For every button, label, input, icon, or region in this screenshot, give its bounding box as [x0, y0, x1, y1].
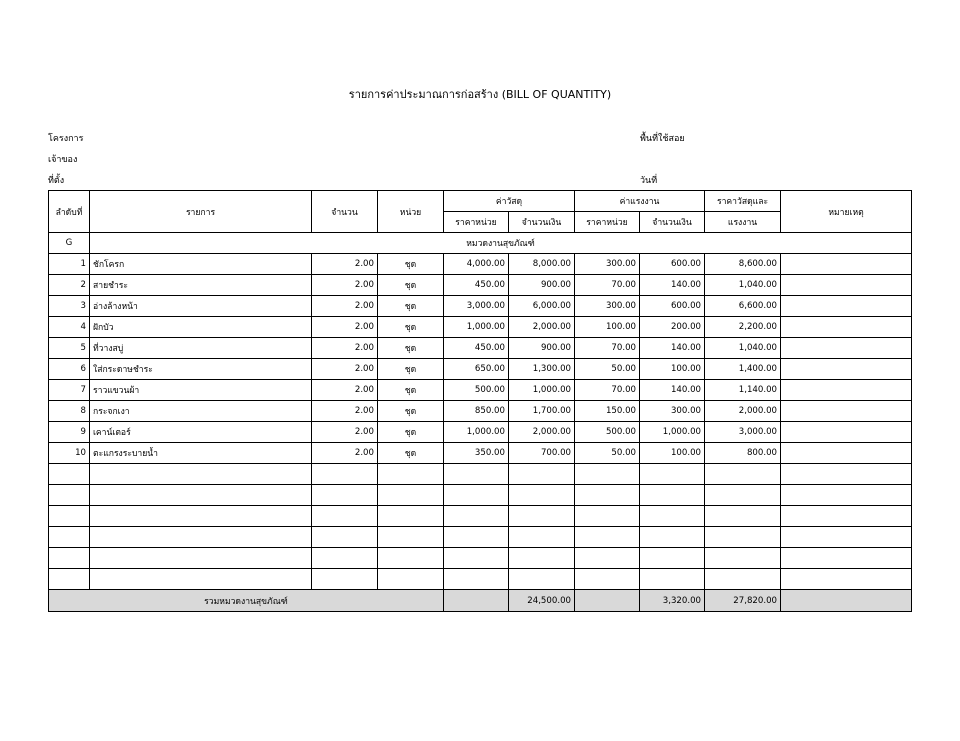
row-material-amount: 700.00	[509, 443, 575, 464]
row-material-amount: 900.00	[509, 338, 575, 359]
owner-label: เจ้าของ	[48, 155, 78, 165]
row-remark	[781, 359, 912, 380]
row-unit	[378, 569, 444, 590]
row-qty: 2.00	[312, 422, 378, 443]
row-no: 7	[49, 380, 90, 401]
row-material-unit-price: 450.00	[444, 275, 509, 296]
row-material-amount	[509, 527, 575, 548]
row-total	[705, 569, 781, 590]
row-material-unit-price: 350.00	[444, 443, 509, 464]
row-unit: ชุด	[378, 275, 444, 296]
row-material-unit-price: 4,000.00	[444, 254, 509, 275]
row-item	[90, 548, 312, 569]
row-total: 1,040.00	[705, 275, 781, 296]
row-unit: ชุด	[378, 380, 444, 401]
row-item: อ่างล้างหน้า	[90, 296, 312, 317]
row-labor-unit-price: 300.00	[575, 296, 640, 317]
row-labor-amount: 100.00	[640, 359, 705, 380]
bill-of-quantity-table	[48, 190, 912, 612]
row-item	[90, 569, 312, 590]
row-unit: ชุด	[378, 401, 444, 422]
row-total: 1,040.00	[705, 338, 781, 359]
row-item	[90, 527, 312, 548]
row-remark	[781, 443, 912, 464]
row-material-unit-price: 1,000.00	[444, 422, 509, 443]
row-labor-unit-price: 70.00	[575, 338, 640, 359]
total-row	[49, 590, 912, 612]
row-qty	[312, 464, 378, 485]
row-total	[705, 464, 781, 485]
row-no	[49, 527, 90, 548]
row-unit	[378, 464, 444, 485]
row-labor-unit-price: 150.00	[575, 401, 640, 422]
row-qty: 2.00	[312, 359, 378, 380]
project-label: โครงการ	[48, 134, 84, 144]
row-qty	[312, 548, 378, 569]
row-labor-amount	[640, 464, 705, 485]
row-no: 2	[49, 275, 90, 296]
row-unit	[378, 485, 444, 506]
row-qty	[312, 527, 378, 548]
total-material: 24,500.00	[509, 590, 575, 612]
row-no: 4	[49, 317, 90, 338]
row-labor-amount	[640, 548, 705, 569]
row-labor-unit-price	[575, 548, 640, 569]
row-total	[705, 548, 781, 569]
section-row	[49, 233, 912, 254]
row-labor-unit-price	[575, 527, 640, 548]
row-material-unit-price	[444, 485, 509, 506]
row-material-amount: 2,000.00	[509, 422, 575, 443]
header-material-unit-price: ราคาหน่วย	[444, 212, 509, 233]
row-material-unit-price	[444, 527, 509, 548]
row-labor-amount: 140.00	[640, 380, 705, 401]
row-total: 3,000.00	[705, 422, 781, 443]
row-material-amount: 8,000.00	[509, 254, 575, 275]
row-unit: ชุด	[378, 338, 444, 359]
row-labor-unit-price: 300.00	[575, 254, 640, 275]
table-row	[49, 380, 912, 401]
row-item	[90, 464, 312, 485]
table-row	[49, 275, 912, 296]
row-remark	[781, 338, 912, 359]
row-item: ที่วางสบู่	[90, 338, 312, 359]
header-no: ลำดับที่	[49, 191, 90, 233]
row-no: 9	[49, 422, 90, 443]
row-item: ใส่กระดาษชำระ	[90, 359, 312, 380]
header-remark: หมายเหตุ	[781, 191, 912, 233]
row-total: 1,400.00	[705, 359, 781, 380]
row-qty	[312, 506, 378, 527]
row-material-amount: 6,000.00	[509, 296, 575, 317]
row-unit: ชุด	[378, 317, 444, 338]
row-material-amount	[509, 485, 575, 506]
row-item: ตะแกรงระบายน้ำ	[90, 443, 312, 464]
row-total: 1,140.00	[705, 380, 781, 401]
row-qty: 2.00	[312, 380, 378, 401]
header-total-line2: แรงงาน	[705, 212, 781, 233]
row-item: กระจกเงา	[90, 401, 312, 422]
row-material-unit-price: 3,000.00	[444, 296, 509, 317]
row-material-unit-price	[444, 548, 509, 569]
location-label: ที่ตั้ง	[48, 176, 65, 186]
header-total-line1: ราคาวัสดุและ	[705, 191, 781, 212]
total-labor-blank	[575, 590, 640, 612]
row-labor-unit-price: 50.00	[575, 359, 640, 380]
row-item: ฝักบัว	[90, 317, 312, 338]
row-material-unit-price	[444, 506, 509, 527]
row-remark	[781, 254, 912, 275]
table-row	[49, 569, 912, 590]
row-remark	[781, 380, 912, 401]
header-qty: จำนวน	[312, 191, 378, 233]
row-remark	[781, 275, 912, 296]
row-item	[90, 485, 312, 506]
row-qty	[312, 569, 378, 590]
row-unit: ชุด	[378, 254, 444, 275]
row-labor-amount: 100.00	[640, 443, 705, 464]
row-unit	[378, 548, 444, 569]
table-row	[49, 527, 912, 548]
row-qty	[312, 485, 378, 506]
row-qty: 2.00	[312, 296, 378, 317]
row-labor-amount: 600.00	[640, 296, 705, 317]
row-material-amount: 1,300.00	[509, 359, 575, 380]
header-item: รายการ	[90, 191, 312, 233]
row-no: 10	[49, 443, 90, 464]
area-label: พื้นที่ใช้สอย	[640, 134, 685, 144]
row-remark	[781, 506, 912, 527]
row-remark	[781, 485, 912, 506]
row-labor-unit-price	[575, 464, 640, 485]
row-labor-amount	[640, 506, 705, 527]
row-qty: 2.00	[312, 338, 378, 359]
header-labor-amount: จำนวนเงิน	[640, 212, 705, 233]
row-labor-unit-price: 500.00	[575, 422, 640, 443]
row-material-amount: 1,000.00	[509, 380, 575, 401]
row-total: 800.00	[705, 443, 781, 464]
row-labor-amount: 600.00	[640, 254, 705, 275]
total-remark-blank	[781, 590, 912, 612]
row-material-unit-price: 650.00	[444, 359, 509, 380]
table-row	[49, 296, 912, 317]
table-row	[49, 401, 912, 422]
row-unit: ชุด	[378, 359, 444, 380]
row-qty: 2.00	[312, 275, 378, 296]
table-row	[49, 359, 912, 380]
row-remark	[781, 548, 912, 569]
row-material-unit-price: 500.00	[444, 380, 509, 401]
table-row	[49, 464, 912, 485]
row-material-unit-price: 450.00	[444, 338, 509, 359]
row-no: 8	[49, 401, 90, 422]
row-unit: ชุด	[378, 422, 444, 443]
total-grand: 27,820.00	[705, 590, 781, 612]
header-material-amount: จำนวนเงิน	[509, 212, 575, 233]
row-no: 3	[49, 296, 90, 317]
row-material-unit-price: 1,000.00	[444, 317, 509, 338]
table-row	[49, 317, 912, 338]
row-labor-unit-price: 50.00	[575, 443, 640, 464]
row-unit	[378, 506, 444, 527]
row-total	[705, 506, 781, 527]
row-remark	[781, 527, 912, 548]
row-item	[90, 506, 312, 527]
header-unit: หน่วย	[378, 191, 444, 233]
row-no: 5	[49, 338, 90, 359]
row-labor-unit-price: 100.00	[575, 317, 640, 338]
row-no: 6	[49, 359, 90, 380]
row-item: เคาน์เตอร์	[90, 422, 312, 443]
row-remark	[781, 422, 912, 443]
row-labor-amount	[640, 569, 705, 590]
table-row	[49, 422, 912, 443]
row-total: 2,200.00	[705, 317, 781, 338]
row-total	[705, 485, 781, 506]
header-labor: ค่าแรงงาน	[575, 191, 705, 212]
row-qty: 2.00	[312, 254, 378, 275]
row-labor-amount	[640, 485, 705, 506]
row-total: 2,000.00	[705, 401, 781, 422]
row-material-unit-price	[444, 464, 509, 485]
row-no: 1	[49, 254, 90, 275]
row-labor-unit-price	[575, 569, 640, 590]
row-no	[49, 569, 90, 590]
document-title: รายการค่าประมาณการก่อสร้าง (BILL OF QUANTITY)	[348, 88, 612, 101]
section-name: หมวดงานสุขภัณฑ์	[90, 233, 912, 254]
table-row	[49, 548, 912, 569]
row-material-amount: 2,000.00	[509, 317, 575, 338]
row-material-amount: 900.00	[509, 275, 575, 296]
row-no	[49, 485, 90, 506]
row-unit	[378, 527, 444, 548]
row-unit: ชุด	[378, 443, 444, 464]
row-labor-amount	[640, 527, 705, 548]
total-label: รวมหมวดงานสุขภัณฑ์	[49, 590, 444, 612]
row-material-amount	[509, 464, 575, 485]
row-qty: 2.00	[312, 317, 378, 338]
row-labor-amount: 140.00	[640, 338, 705, 359]
row-labor-unit-price	[575, 506, 640, 527]
row-qty: 2.00	[312, 401, 378, 422]
row-no	[49, 506, 90, 527]
row-qty: 2.00	[312, 443, 378, 464]
table-row	[49, 443, 912, 464]
row-labor-unit-price	[575, 485, 640, 506]
row-material-unit-price	[444, 569, 509, 590]
section-code: G	[49, 233, 90, 254]
row-labor-amount: 1,000.00	[640, 422, 705, 443]
table-row	[49, 338, 912, 359]
table-row	[49, 485, 912, 506]
row-labor-unit-price: 70.00	[575, 380, 640, 401]
row-unit: ชุด	[378, 296, 444, 317]
row-remark	[781, 401, 912, 422]
row-no	[49, 464, 90, 485]
row-remark	[781, 569, 912, 590]
table-row	[49, 506, 912, 527]
header-material: ค่าวัสดุ	[444, 191, 575, 212]
total-labor: 3,320.00	[640, 590, 705, 612]
row-material-amount	[509, 506, 575, 527]
row-material-amount: 1,700.00	[509, 401, 575, 422]
row-total: 8,600.00	[705, 254, 781, 275]
row-total	[705, 527, 781, 548]
row-item: สายชำระ	[90, 275, 312, 296]
total-material-blank	[444, 590, 509, 612]
table-row	[49, 254, 912, 275]
row-labor-unit-price: 70.00	[575, 275, 640, 296]
date-label: วันที่	[640, 176, 658, 186]
row-remark	[781, 317, 912, 338]
row-material-amount	[509, 548, 575, 569]
row-item: ราวแขวนผ้า	[90, 380, 312, 401]
row-remark	[781, 464, 912, 485]
row-labor-amount: 300.00	[640, 401, 705, 422]
row-labor-amount: 200.00	[640, 317, 705, 338]
row-total: 6,600.00	[705, 296, 781, 317]
row-material-unit-price: 850.00	[444, 401, 509, 422]
row-labor-amount: 140.00	[640, 275, 705, 296]
row-no	[49, 548, 90, 569]
row-remark	[781, 296, 912, 317]
header-labor-unit-price: ราคาหน่วย	[575, 212, 640, 233]
row-item: ชักโครก	[90, 254, 312, 275]
row-material-amount	[509, 569, 575, 590]
